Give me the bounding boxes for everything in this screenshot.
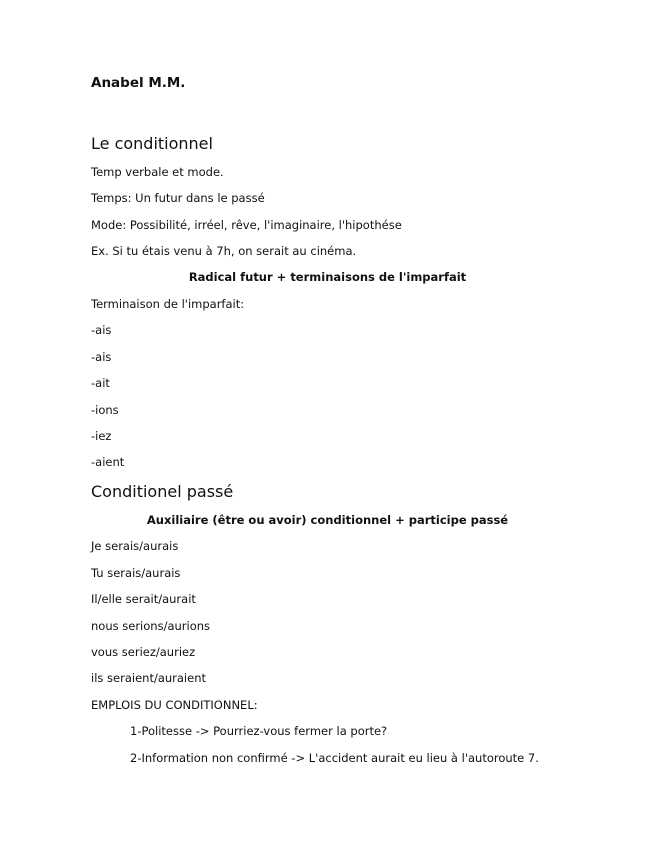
conjugation-line: ils seraient/auraient bbox=[91, 671, 206, 685]
ending-item: -ais bbox=[91, 350, 112, 364]
body-line: Mode: Possibilité, irréel, rêve, l'imaginaire, l'hipothése bbox=[91, 218, 402, 232]
body-line: Temp verbale et mode. bbox=[91, 165, 224, 179]
use-item: 1-Politesse -> Pourriez-vous fermer la porte? bbox=[130, 724, 388, 738]
formula-conditionnel-passe: Auxiliaire (être ou avoir) conditionnel + participe passé bbox=[146, 513, 509, 527]
author-name: Anabel M.M. bbox=[91, 75, 186, 91]
endings-label: Terminaison de l'imparfait: bbox=[91, 297, 245, 311]
conjugation-line: nous serions/aurions bbox=[91, 619, 211, 633]
ending-item: -aient bbox=[91, 455, 125, 469]
conjugation-line: Il/elle serait/aurait bbox=[91, 592, 196, 606]
body-line: Temps: Un futur dans le passé bbox=[91, 191, 265, 205]
formula-conditionnel: Radical futur + terminaisons de l'imparfait bbox=[188, 270, 467, 284]
body-line: Ex. Si tu étais venu à 7h, on serait au cinéma. bbox=[91, 244, 357, 258]
ending-item: -ais bbox=[91, 323, 112, 337]
conjugation-line: Je serais/aurais bbox=[91, 539, 179, 553]
section-title-conditionnel-passe: Conditionel passé bbox=[91, 482, 234, 501]
uses-title: EMPLOIS DU CONDITIONNEL: bbox=[91, 698, 258, 712]
use-item: 2-Information non confirmé -> L'accident aurait eu lieu à l'autoroute 7. bbox=[130, 751, 539, 765]
ending-item: -ions bbox=[91, 403, 119, 417]
ending-item: -ait bbox=[91, 376, 110, 390]
conjugation-line: vous seriez/auriez bbox=[91, 645, 196, 659]
conjugation-line: Tu serais/aurais bbox=[91, 566, 181, 580]
ending-item: -iez bbox=[91, 429, 112, 443]
section-title-conditionnel: Le conditionnel bbox=[91, 134, 213, 153]
